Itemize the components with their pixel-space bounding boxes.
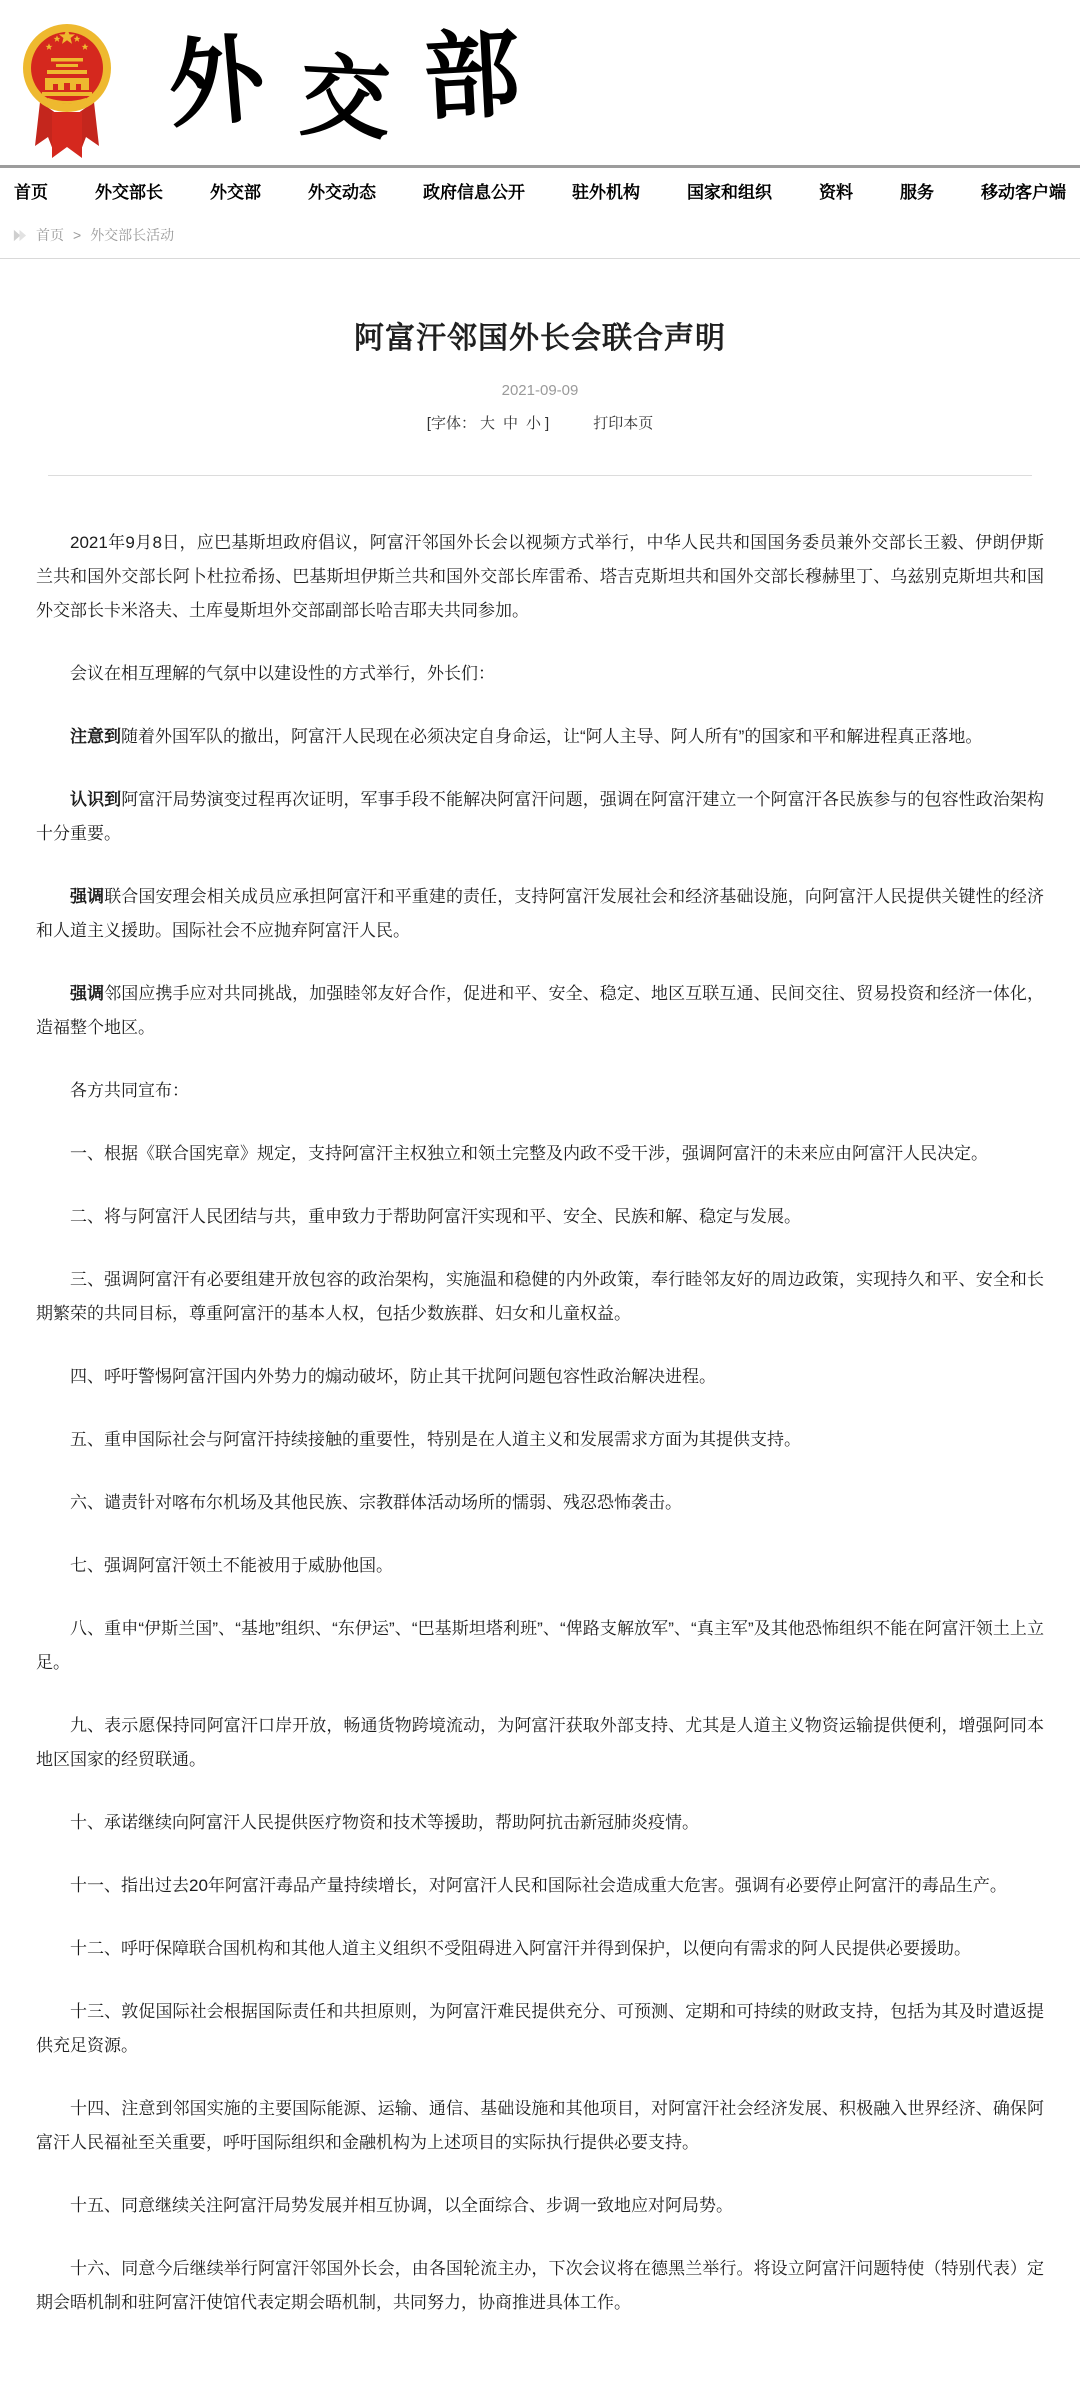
breadcrumb-current: 外交部长活动	[90, 227, 175, 243]
nav-item[interactable]: 服务	[900, 182, 934, 202]
nav-item[interactable]: 资料	[819, 182, 853, 202]
article-paragraph: 七、强调阿富汗领土不能被用于威胁他国。	[70, 1556, 393, 1575]
article-paragraph: 十四、注意到邻国实施的主要国际能源、运输、通信、基础设施和其他项目，对阿富汗社会经济发展、积极融入世界经济、确保阿富汗人民福祉至关重要，呼吁国际组织和金融机构为上述项目的实际执行提供必要支持。	[36, 2099, 1044, 2152]
national-emblem-logo[interactable]	[22, 8, 112, 160]
article-paragraph: 十三、敦促国际社会根据国际责任和共担原则，为阿富汗难民提供充分、可预测、定期和可持续的财政支持，包括为其及时遣返提供充足资源。	[36, 2002, 1044, 2055]
site-title-calligraphy[interactable]	[163, 0, 523, 160]
article-paragraph: 认识到阿富汗局势演变过程再次证明，军事手段不能解决阿富汗问题，强调在阿富汗建立一个阿富汗各民族参与的包容性政治架构十分重要。	[36, 790, 1045, 843]
article-paragraph: 三、强调阿富汗有必要组建开放包容的政治架构，实施温和稳健的内外政策，奉行睦邻友好的周边政策，实现持久和平、安全和长期繁荣的共同目标，尊重阿富汗的基本人权，包括少数族群、妇女和儿童权益。	[36, 1270, 1044, 1323]
article-paragraph: 十二、呼吁保障联合国机构和其他人道主义组织不受阻碍进入阿富汗并得到保护，以便向有需求的阿人民提供必要援助。	[70, 1939, 971, 1958]
title-divider	[48, 475, 1032, 476]
nav-item[interactable]: 驻外机构	[572, 182, 640, 202]
paragraph-lead-bold: 注意到	[70, 727, 121, 746]
article-paragraph: 2021年9月8日，应巴基斯坦政府倡议，阿富汗邻国外长会以视频方式举行，中华人民共和国国务委员兼外交部长王毅、伊朗伊斯兰共和国外交部长阿卜杜拉希扬、巴基斯坦伊斯兰共和国外交部长库雷希、塔吉克斯坦共和国外交部长穆赫里丁、乌兹别克斯坦共和国外交部长卡米洛夫、土库曼斯坦外交部副部长哈吉耶夫共同参加。	[36, 533, 1044, 620]
article	[0, 259, 1080, 2338]
page-title: 阿富汗邻国外长会联合声明	[354, 322, 726, 355]
site-header	[0, 0, 1080, 165]
print-page-button[interactable]: 打印本页	[593, 415, 654, 432]
article-date: 2021-09-09	[501, 382, 579, 399]
article-tools	[36, 412, 1044, 433]
china-national-emblem-icon	[22, 147, 112, 164]
article-paragraph: 注意到随着外国军队的撤出，阿富汗人民现在必须决定自身命运，让“阿人主导、阿人所有”的国家和平和解进程真正落地。	[70, 727, 983, 746]
article-paragraph: 六、谴责针对喀布尔机场及其他民族、宗教群体活动场所的懦弱、残忍恐怖袭击。	[70, 1493, 682, 1512]
font-size-label-suffix: ]	[545, 415, 550, 432]
breadcrumb-home-link[interactable]: 首页	[36, 227, 64, 243]
site-title-char: 部	[420, 16, 523, 135]
nav-item[interactable]: 移动客户端	[981, 182, 1066, 202]
paragraph-lead-bold: 强调	[70, 887, 105, 906]
site-title-char: 外	[163, 21, 269, 142]
article-paragraph: 会议在相互理解的气氛中以建设性的方式举行，外长们：	[70, 664, 495, 683]
font-size-small-button[interactable]: 小	[526, 415, 542, 432]
main-nav	[0, 165, 1080, 212]
breadcrumb-separator: >	[73, 227, 82, 243]
article-paragraph: 一、根据《联合国宪章》规定，支持阿富汗主权独立和领土完整及内政不受干涉，强调阿富汗的未来应由阿富汗人民决定。	[70, 1144, 988, 1163]
article-paragraph: 十一、指出过去20年阿富汗毒品产量持续增长，对阿富汗人民和国际社会造成重大危害。强调有必要停止阿富汗的毒品生产。	[70, 1876, 1007, 1895]
nav-item[interactable]: 国家和组织	[687, 182, 772, 202]
article-paragraph: 各方共同宣布：	[70, 1081, 189, 1100]
paragraph-lead-bold: 强调	[70, 984, 105, 1003]
nav-item[interactable]: 外交动态	[308, 182, 376, 202]
font-size-medium-button[interactable]: 中	[502, 415, 518, 432]
font-size-label-prefix: [字体：	[426, 415, 476, 432]
article-paragraph: 十、承诺继续向阿富汗人民提供医疗物资和技术等援助，帮助阿抗击新冠肺炎疫情。	[70, 1813, 699, 1832]
double-chevron-right-icon	[12, 228, 27, 243]
font-size-large-button[interactable]: 大	[479, 415, 495, 432]
nav-item[interactable]: 政府信息公开	[423, 182, 525, 202]
site-title-char: 交	[297, 42, 393, 153]
nav-item[interactable]: 首页	[14, 182, 48, 202]
article-paragraph: 四、呼吁警惕阿富汗国内外势力的煽动破坏，防止其干扰阿问题包容性政治解决进程。	[70, 1367, 716, 1386]
article-paragraph: 五、重申国际社会与阿富汗持续接触的重要性，特别是在人道主义和发展需求方面为其提供支持。	[70, 1430, 801, 1449]
article-paragraph: 强调联合国安理会相关成员应承担阿富汗和平重建的责任，支持阿富汗发展社会和经济基础设施，向阿富汗人民提供关键性的经济和人道主义援助。国际社会不应抛弃阿富汗人民。	[36, 887, 1045, 940]
article-paragraph: 八、重申“伊斯兰国”、“基地”组织、“东伊运”、“巴基斯坦塔利班”、“俾路支解放军”、“真主军”及其他恐怖组织不能在阿富汗领土上立足。	[36, 1619, 1044, 1672]
article-paragraph: 九、表示愿保持同阿富汗口岸开放，畅通货物跨境流动，为阿富汗获取外部支持、尤其是人道主义物资运输提供便利，增强阿同本地区国家的经贸联通。	[36, 1716, 1044, 1769]
article-body	[36, 526, 1044, 2320]
nav-item[interactable]: 外交部	[210, 182, 261, 202]
article-paragraph: 强调邻国应携手应对共同挑战，加强睦邻友好合作，促进和平、安全、稳定、地区互联互通、民间交往、贸易投资和经济一体化，造福整个地区。	[36, 984, 1045, 1037]
article-paragraph: 十五、同意继续关注阿富汗局势发展并相互协调，以全面综合、步调一致地应对阿局势。	[70, 2196, 733, 2215]
nav-item[interactable]: 外交部长	[95, 182, 163, 202]
article-paragraph: 二、将与阿富汗人民团结与共，重申致力于帮助阿富汗实现和平、安全、民族和解、稳定与发展。	[70, 1207, 801, 1226]
article-paragraph: 十六、同意今后继续举行阿富汗邻国外长会，由各国轮流主办，下次会议将在德黑兰举行。将设立阿富汗问题特使（特别代表）定期会晤机制和驻阿富汗使馆代表定期会晤机制，共同努力，协商推进具体工作。	[36, 2259, 1044, 2312]
paragraph-lead-bold: 认识到	[70, 790, 122, 809]
breadcrumb	[0, 212, 1080, 259]
